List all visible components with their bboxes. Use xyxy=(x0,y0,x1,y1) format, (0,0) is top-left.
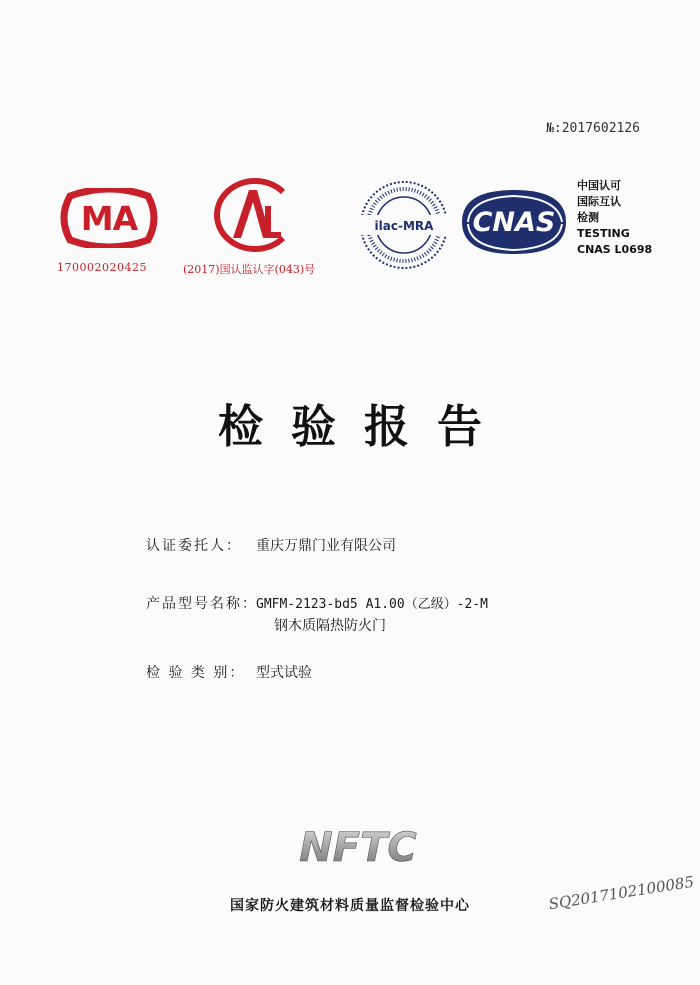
handwritten-note: SQ2017102100085 xyxy=(547,872,696,914)
cma-logo xyxy=(56,188,162,248)
cma-logo-text: MA xyxy=(80,199,138,238)
cnas-line: 中国认可 xyxy=(577,179,621,192)
nftc-logo-text: NFTC xyxy=(299,825,417,869)
product-model-field xyxy=(146,593,488,613)
cma-code: 170002020425 xyxy=(57,261,147,274)
model-value-line2: 钢木质隔热防火门 xyxy=(274,618,386,634)
type-label: 检 验 类 别： xyxy=(146,665,246,681)
type-value: 型式试验 xyxy=(256,665,312,681)
issuing-center-name: 国家防火建筑材料质量监督检验中心 xyxy=(230,898,470,914)
inspection-type-field xyxy=(146,662,312,682)
model-value-line1: GMFM-2123-bd5 A1.00（乙级）-2-M xyxy=(256,597,489,612)
cnas-line: 国际互认 xyxy=(577,195,621,208)
cnas-logo xyxy=(458,186,570,258)
cal-logo xyxy=(205,176,297,254)
cnas-line: 检测 xyxy=(577,211,599,224)
report-title: 检验报告 xyxy=(217,400,510,453)
ilac-logo-text: ilac-MRA xyxy=(374,219,434,233)
cal-caption: (2017)国认监认字(043)号 xyxy=(183,263,316,276)
ilac-mra-logo xyxy=(357,179,451,271)
cnas-logo-text: CNAS xyxy=(472,207,556,238)
model-label: 产品型号名称： xyxy=(146,596,258,612)
client-label: 认证委托人： xyxy=(146,538,242,554)
nftc-logo xyxy=(278,823,438,869)
client-value: 重庆万鼎门业有限公司 xyxy=(256,538,396,554)
client-field xyxy=(146,535,396,555)
cnas-line: TESTING xyxy=(577,227,630,240)
cnas-accreditation-text xyxy=(577,178,652,258)
cnas-line: CNAS L0698 xyxy=(577,243,653,256)
report-number: №:2017602126 xyxy=(546,121,640,136)
